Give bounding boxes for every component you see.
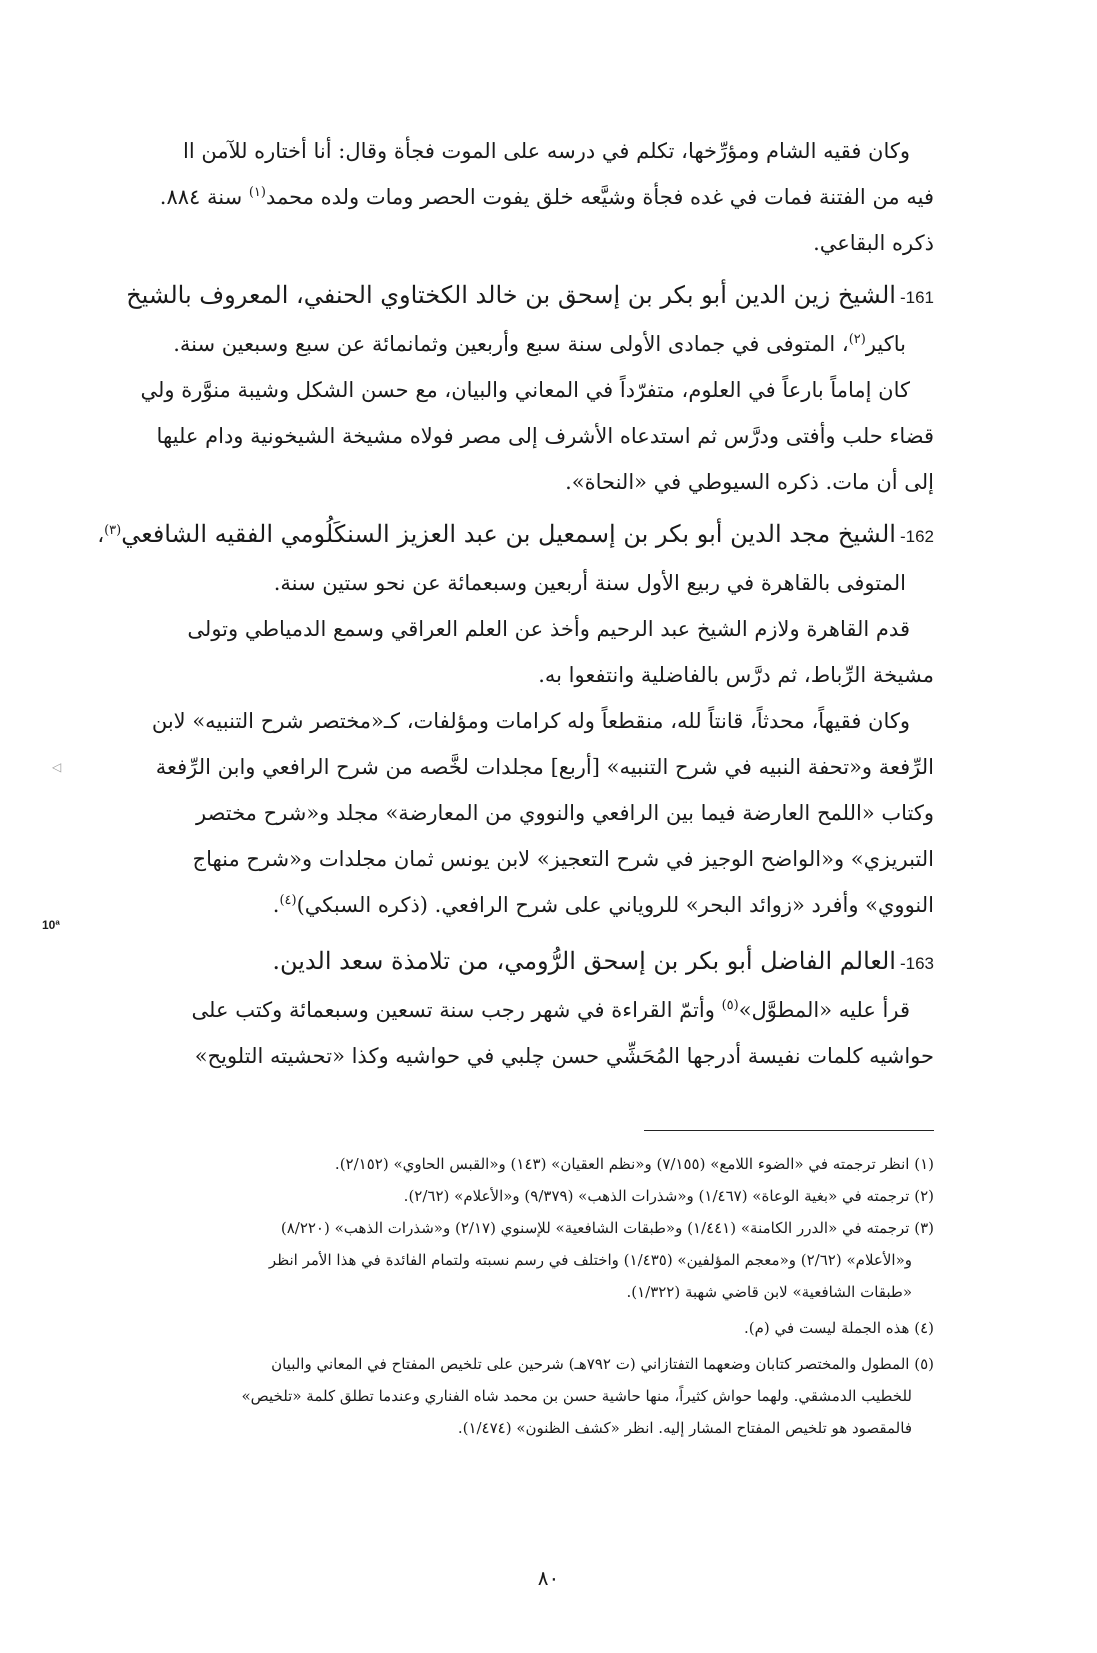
text-span: ، المتوفى في جمادى الأولى سنة سبع وأربعين وثمانمائة عن سبع وسبعين سنة. bbox=[173, 332, 849, 356]
text-span: فيه من الفتنة فمات في غده فجأة وشيَّعه خلق يفوت الحصر ومات ولده محمد bbox=[265, 185, 934, 209]
text-span: وأتمّ القراءة في شهر رجب سنة تسعين وسبعمائة وكتب على bbox=[191, 998, 722, 1022]
entry-163 bbox=[82, 938, 934, 1079]
entry-number: 163- bbox=[899, 954, 934, 973]
text-span: باكير bbox=[865, 332, 906, 356]
footnote-3-continuation: و«الأعلام» (٢/٦٢) و«معجم المؤلفين» (١/٤٣٥) واختلف في رسم نسبته ولتمام الفائدة في هذا الأمر انظر bbox=[268, 1251, 912, 1269]
text-line: حواشيه كلمات نفيسة أدرجها المُحَشِّي حسن چلبي في حواشيه وكذا «تحشيته التلويح» bbox=[194, 1044, 934, 1068]
footnote-5-continuation: فالمقصود هو تلخيص المفتاح المشار إليه. انظر «كشف الظنون» (١/٤٧٤). bbox=[457, 1419, 912, 1437]
entry-heading bbox=[82, 272, 934, 321]
text-line: قضاء حلب وأفتى ودرَّس ثم استدعاه الأشرف إلى مصر فولاه مشيخة الشيخونية ودام عليها bbox=[156, 424, 934, 448]
footnote-1: (١) انظر ترجمته في «الضوء اللامع» (٧/١٥٥) و«نظم العقيان» (١٤٣) و«القبس الحاوي» (٢/١٥٢). bbox=[334, 1155, 934, 1173]
footnote-divider bbox=[644, 1130, 934, 1131]
footnote-ref: (٤) bbox=[279, 893, 297, 908]
entry-heading-text: العالم الفاضل أبو بكر بن إسحق الرُّومي، من تلامذة سعد الدين. bbox=[272, 947, 896, 975]
text-span: ، bbox=[97, 523, 105, 547]
text-span: النووي» وأفرد «زوائد البحر» للروياني على شرح الرافعي. (ذكره السبكي) bbox=[296, 893, 934, 917]
manuscript-folio-mark: 10ª bbox=[42, 918, 60, 932]
page-number: ٨٠ bbox=[537, 1566, 560, 1590]
footnote-3-continuation: «طبقات الشافعية» لابن قاضي شهبة (١/٣٢٢). bbox=[626, 1283, 912, 1301]
text-line: مشيخة الرِّباط، ثم درَّس بالفاضلية وانتفعوا به. bbox=[538, 663, 934, 687]
entry-heading bbox=[82, 938, 934, 987]
text-line bbox=[82, 987, 934, 1033]
footnote-2: (٢) ترجمته في «بغية الوعاة» (١/٤٦٧) و«شذرات الذهب» (٩/٣٧٩) و«الأعلام» (٢/٦٢). bbox=[403, 1187, 934, 1205]
footnotes bbox=[110, 1148, 934, 1444]
text-line: وكان فقيه الشام ومؤرِّخها، تكلم في درسه على الموت فجأة وقال: أنا أختاره للآمن اا bbox=[182, 139, 910, 163]
text-span: سنة ٨٨٤. bbox=[159, 185, 249, 209]
margin-arrow-icon: ◁ bbox=[52, 760, 62, 774]
text-span: قرأ عليه «المطوَّل» bbox=[738, 998, 910, 1022]
entry-162 bbox=[42, 511, 934, 932]
entry-heading-text: الشيخ زين الدين أبو بكر بن إسحق بن خالد الكختاوي الحنفي، المعروف بالشيخ bbox=[126, 281, 896, 309]
text-line: قدم القاهرة ولازم الشيخ عبد الرحيم وأخذ عن العلم العراقي وسمع الدمياطي وتولى bbox=[187, 617, 910, 641]
entry-heading-continuation bbox=[82, 321, 906, 367]
paragraph-continuation bbox=[82, 128, 934, 266]
footnote-ref: (١) bbox=[248, 185, 266, 200]
text-line: إلى أن مات. ذكره السيوطي في «النحاة». bbox=[565, 470, 934, 494]
entry-heading-continuation: المتوفى بالقاهرة في ربيع الأول سنة أربعين وسبعمائة عن نحو ستين سنة. bbox=[273, 571, 906, 595]
text-line: وكتاب «اللمح العارضة فيما بين الرافعي والنووي من المعارضة» مجلد و«شرح مختصر bbox=[195, 801, 934, 825]
entry-161 bbox=[82, 272, 934, 505]
text-line bbox=[42, 882, 934, 932]
footnote-5: (٥) المطول والمختصر كتابان وضعهما التفتازاني (ت ٧٩٢هـ) شرحين على تلخيص المفتاح في المعاني والبيان bbox=[271, 1355, 934, 1373]
text-line bbox=[82, 174, 934, 220]
entry-number: 161- bbox=[899, 288, 934, 307]
text-span: . bbox=[272, 893, 280, 917]
footnote-ref: (٥) bbox=[721, 998, 739, 1013]
entry-number: 162- bbox=[899, 527, 934, 546]
text-line: وكان فقيهاً، محدثاً، قانتاً لله، منقطعاً وله كرامات ومؤلفات، كـ«مختصر شرح التنبيه» لابن bbox=[151, 709, 910, 733]
entry-heading-text: الشيخ مجد الدين أبو بكر بن إسمعيل بن عبد العزيز السنكَلُومي الفقيه الشافعي bbox=[121, 520, 896, 548]
footnote-ref: (٣) bbox=[104, 523, 122, 538]
text-line: التبريزي» و«الواضح الوجيز في شرح التعجيز» لابن يونس ثمان مجلدات و«شرح منهاج bbox=[192, 847, 934, 871]
main-text bbox=[42, 128, 934, 1079]
footnote-5-continuation: للخطيب الدمشقي. ولهما حواش كثيراً، منها حاشية حسن بن محمد شاه الفناري وعندما تطلق كلمة «تلخيص» bbox=[241, 1387, 912, 1405]
text-span: الرِّفعة و«تحفة النبيه في شرح التنبيه» [أربع] مجلدات لخَّصه من شرح الرافعي وابن الرِّفعة bbox=[155, 755, 934, 779]
entry-heading bbox=[82, 511, 934, 560]
footnote-ref: (٢) bbox=[848, 332, 866, 347]
text-line: كان إماماً بارعاً في العلوم، متفرّداً في المعاني والبيان، مع حسن الشكل وشيبة منوَّرة ولي bbox=[140, 378, 910, 402]
text-line bbox=[52, 744, 934, 790]
footnote-3: (٣) ترجمته في «الدرر الكامنة» (١/٤٤١) و«طبقات الشافعية» للإسنوي (٢/١٧) و«شذرات الذهب» (٨/٢٢٠) bbox=[280, 1219, 934, 1237]
footnote-4: (٤) هذه الجملة ليست في (م). bbox=[744, 1319, 934, 1337]
text-line: ذكره البقاعي. bbox=[813, 231, 934, 255]
